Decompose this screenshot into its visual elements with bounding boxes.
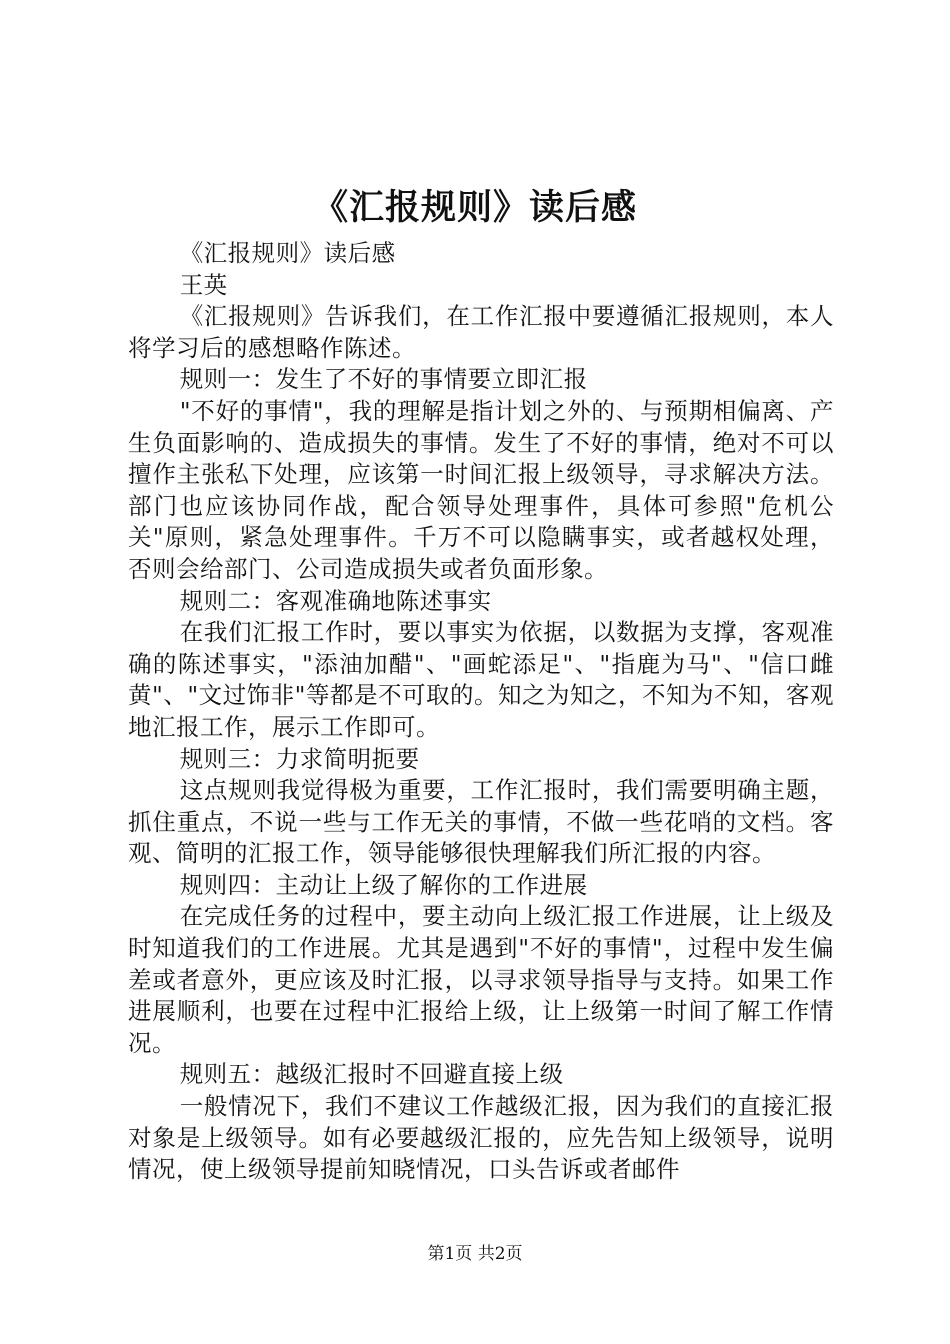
- paragraph-intro: 《汇报规则》告诉我们，在工作汇报中要遵循汇报规则，本人将学习后的感想略作陈述。: [128, 302, 834, 362]
- rule-1-heading: 规则一：发生了不好的事情要立即汇报: [179, 365, 588, 394]
- rule-3-heading: 规则三：力求简明扼要: [179, 744, 420, 773]
- rule-1-body: "不好的事情"，我的理解是指计划之外的、与预期相偏离、产生负面影响的、造成损失的事情。发生了不好的事情，绝对不可以擅作主张私下处理，应该第一时间汇报上级领导，寻求解决方法。部门也应该协同作战，配合领导处理事件，具体可参照"危机公关"原则，紧急处理事件。千万不可以隐瞒事实，或者越权处理，否则会给部门、公司造成损失或者负面形象。: [128, 396, 834, 583]
- rule-4-body: 在完成任务的过程中，要主动向上级汇报工作进展，让上级及时知道我们的工作进展。尤其是遇到"不好的事情"，过程中发生偏差或者意外，更应该及时汇报，以寻求领导指导与支持。如果工作进展顺利，也要在过程中汇报给上级，让上级第一时间了解工作情况。: [128, 902, 834, 1057]
- rule-5-body: 一般情况下，我们不建议工作越级汇报，因为我们的直接汇报对象是上级领导。如有必要越级汇报的，应先告知上级领导，说明情况，使上级领导提前知晓情况，口头告诉或者邮件: [128, 1092, 834, 1184]
- document-title: 《汇报规则》读后感: [312, 187, 637, 228]
- page-footer: 第1页 共2页: [427, 1244, 523, 1264]
- rule-2-heading: 规则二：客观准确地陈述事实: [179, 586, 492, 615]
- document-body: [128, 238, 834, 1186]
- rule-2-body: 在我们汇报工作时，要以事实为依据，以数据为支撑，客观准确的陈述事实，"添油加醋"、"画蛇添足"、"指鹿为马"、"信口雌黄"、"文过饰非"等都是不可取的。知之为知之，不知为不知，客观地汇报工作，展示工作即可。: [128, 618, 834, 741]
- paragraph-author: 王英: [179, 270, 228, 299]
- rule-4-heading: 规则四：主动让上级了解你的工作进展: [179, 870, 588, 899]
- rule-5-heading: 规则五：越级汇报时不回避直接上级: [179, 1060, 564, 1089]
- rule-3-body: 这点规则我觉得极为重要，工作汇报时，我们需要明确主题，抓住重点，不说一些与工作无关的事情，不做一些花哨的文档。客观、简明的汇报工作，领导能够很快理解我们所汇报的内容。: [128, 776, 834, 868]
- paragraph-subtitle: 《汇报规则》读后感: [179, 239, 396, 267]
